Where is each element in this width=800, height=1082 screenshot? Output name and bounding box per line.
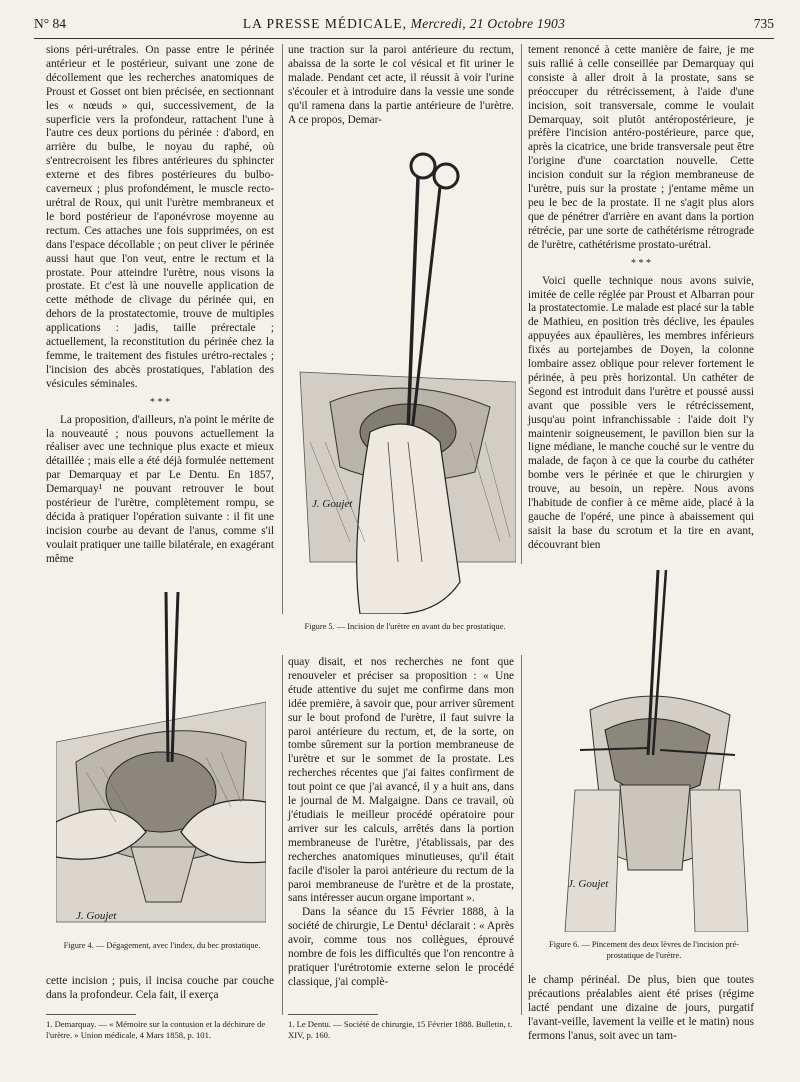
running-header — [34, 16, 774, 38]
paragraph: le champ périnéal. De plus, bien que toutes précautions préalables aient été prises (régime lacté pendant une dizaine de jours, purgatif l'avant-veille, lavement la veille et le matin) nous fermons l'anus, soit avec un tam- — [528, 974, 754, 1042]
column-divider — [282, 44, 283, 614]
paragraph: quay disait, et nos recherches ne font que renouveler et préciser sa proposition : « Une étude attentive du sujet me confirme dans mon idée première, à savoir que, pour arriver sûrement sur le bout profond de l'urètre, il faut suivre la paroi antérieure du rectum, et, de la sorte, on tombe sûrement sur la portion membraneuse de l'urètre et sur le sommet de la prostate. Les recherches récentes que j'ai faites confirment de tout point ce que j'ai avancé, il y a huit ans, dans le journal de M. Malgaigne. Dans ce travail, où j'étudiais le meilleur procédé opératoire pour arriver sur les calculs, arrêtés dans la portion membraneuse de l'urètre, j'établissais, par des recherches anatomiques minutieuses, qu'il était facile d'isoler la paroi antérieure du rectum de la paroi membraneuse de l'urètre et de la prostate, sans intéresser aucun organe important ». — [288, 656, 514, 905]
section-stars: * * * — [631, 257, 651, 269]
artist-signature: J. Goujet — [568, 878, 609, 890]
column-2-bottom — [288, 656, 514, 990]
column-divider — [521, 44, 522, 564]
header-rule — [34, 38, 774, 39]
paragraph: sions péri-urétrales. On passe entre le périnée antérieur et le postérieur, suivant une zone de décollement que les recherches anatomiques de Proust et Gosset ont bien précisée, en sectionnant les « nœuds » qui, successivement, de la superficie vers la profondeur, rattachent l'une à l'autre ces deux portions du périnée : d'abord, en arrière du bulbe, le noyau du raphé, où s'entrecroisent les fibres antérieures du sphincter externe et des fibres postérieures du bulbo-caverneux ; plus profondément, le muscle recto-urétral de Roux, qui unit l'urètre membraneux et le bord postérieur de l'aponévrose moyenne au rectum. Ces attaches une fois supprimées, on est dans l'espace décollable ; on peut cliver le périnée aussi haut que l'on veut, entre le rectum et la prostate. Pour atteindre l'urètre, nous visons la prostate. Et c'est là une nouvelle application de cette méthode de clivage du périnée qui, en dehors de la prostatectomie, trouve de multiples applications : jadis, taille prérectale ; actuellement, la reconstitution du périnée chez la femme, le traitement des fistules urétro-rectales ; l'incision des abcès prostatiques, l'ablation des vésicules séminales. — [46, 44, 274, 390]
column-divider — [521, 655, 522, 1015]
journal-title: LA PRESSE MÉDICALE, Mercredi, 21 Octobre 1903 — [242, 16, 566, 31]
figure-4-caption: Figure 4. — Dégagement, avec l'index, du bec prostatique. — [63, 941, 261, 950]
footnote-rule — [288, 1014, 378, 1015]
column-1-top — [46, 44, 274, 567]
issue-date: Mercredi, 21 Octobre 1903 — [410, 16, 566, 31]
paragraph: Voici quelle technique nous avons suivie, imitée de celle réglée par Proust et Albarran pour la prostatectomie. Le malade est placé sur la table de Mathieu, en position très déclive, les épaules appuyées aux épaulières, les membres inférieurs fixés au portejambes de Doyen, la colonne lombaire assez oblique pour relever fortement le périnée, à peu près horizontal. Un cathéter de Segond est introduit dans l'urètre et poussé aussi avant que possible vers le rétrécissement, jusqu'au point infranchissable : l'aide doit l'y maintenir soigneusement, le pavillon bien sur la ligne médiane, le manche couché sur le ventre du malade, de façon à ce que la courbe du cathéter bombe vers le périnée et que le chirurgien y trouve, au besoin, un repère. Nous avons l'habitude de confier à ce même aide, placé à la gauche de l'opéré, une pince à abaissement qui saisit la base du scrotum et la tire en avant, découvrant bien — [528, 274, 754, 551]
footnote-rule — [46, 1014, 136, 1015]
figure-6-illustration — [560, 570, 750, 932]
column-1-bottom — [46, 975, 274, 1003]
artist-signature: J. Goujet — [76, 910, 117, 922]
page-number: 735 — [753, 16, 774, 31]
column-3-bottom — [528, 974, 754, 1044]
paragraph: tement renoncé à cette manière de faire, je me suis rallié à celle conseillée par Demarquay qui consiste à aller droit à la prostate, sans se préoccuper du rétrécissement, à l'aide d'une incision, soit transversale, comme le voulait Demarquay, soit plutôt antéropostérieure, je préfère l'incision antéro-postérieure, parce que, après la cicatrice, une bride transversale peut être l'origine d'une coarctation nouvelle. Cette incision conduit sur la région membraneuse de l'urètre, puis sur la prostate ; j'entame même un peu le bec de la prostate. Il ne s'agit plus alors que de pénétrer d'arrière en avant dans la portion rétrécie, par une sorte de cathétérisme rétrograde de l'urètre, cathétérisme prostato-urétral. — [528, 44, 754, 251]
column-2-top — [288, 44, 514, 127]
figure-4-illustration — [56, 592, 266, 932]
issue-number: N° 84 — [34, 16, 67, 31]
column-3-top — [528, 44, 754, 553]
figure-5-caption: Figure 5. — Incision de l'urètre en avant du bec prostatique. — [304, 622, 506, 631]
figure-6-caption: Figure 6. — Pincement des deux lèvres de l'incision pré-prostatique de l'urètre. — [549, 940, 739, 960]
paragraph: La proposition, d'ailleurs, n'a point le mérite de la nouveauté ; nous pouvons actuellement la réaliser avec une technique plus exacte et mieux détaillée ; mais elle a été déjà formulée nettement par Demarquay et par Le Dentu. En 1857, Demarquay¹ ne pouvant retrouver le bout postérieur de l'urètre, complètement rompu, se décida à pratiquer l'opération suivante : il fit une incision courbe au devant de l'anus, comme s'il voulait pratiquer une taille bilatérale, en exagérant même — [46, 413, 274, 565]
artist-signature: J. Goujet — [312, 498, 353, 510]
paragraph: Dans la séance du 15 Février 1888, à la société de chirurgie, Le Dentu¹ déclarait : « Après avoir, comme tous nos collègues, éprouvé nombre de fois les difficultés que l'on rencontre à pratiquer l'urétrotomie externe selon le procédé classique, j'ai complè- — [288, 906, 514, 988]
figure-5-illustration — [290, 142, 516, 614]
footnote-demarquay: 1. Demarquay. — « Mémoire sur la contusion et la déchirure de l'urètre. » Union médicale, 4 Mars 1858, p. 101. — [46, 1019, 266, 1040]
column-divider — [282, 655, 283, 1015]
paragraph: une traction sur la paroi antérieure du rectum, abaissa de la sorte le col vésical et fit uriner le malade. Pendant cet acte, il réussit à voir l'urine s'écouler et à introduire dans la vessie une sonde qu'il ramena dans la partie antérieure de l'urètre. A ce propos, Demar- — [288, 44, 514, 126]
footnote-le-dentu: 1. Le Dentu. — Société de chirurgie, 15 Février 1888. Bulletin, t. XIV, p. 160. — [288, 1019, 513, 1040]
section-stars: * * * — [150, 396, 170, 408]
paragraph: cette incision ; puis, il incisa couche par couche dans la profondeur. Cela fait, il exerça — [46, 975, 274, 1001]
